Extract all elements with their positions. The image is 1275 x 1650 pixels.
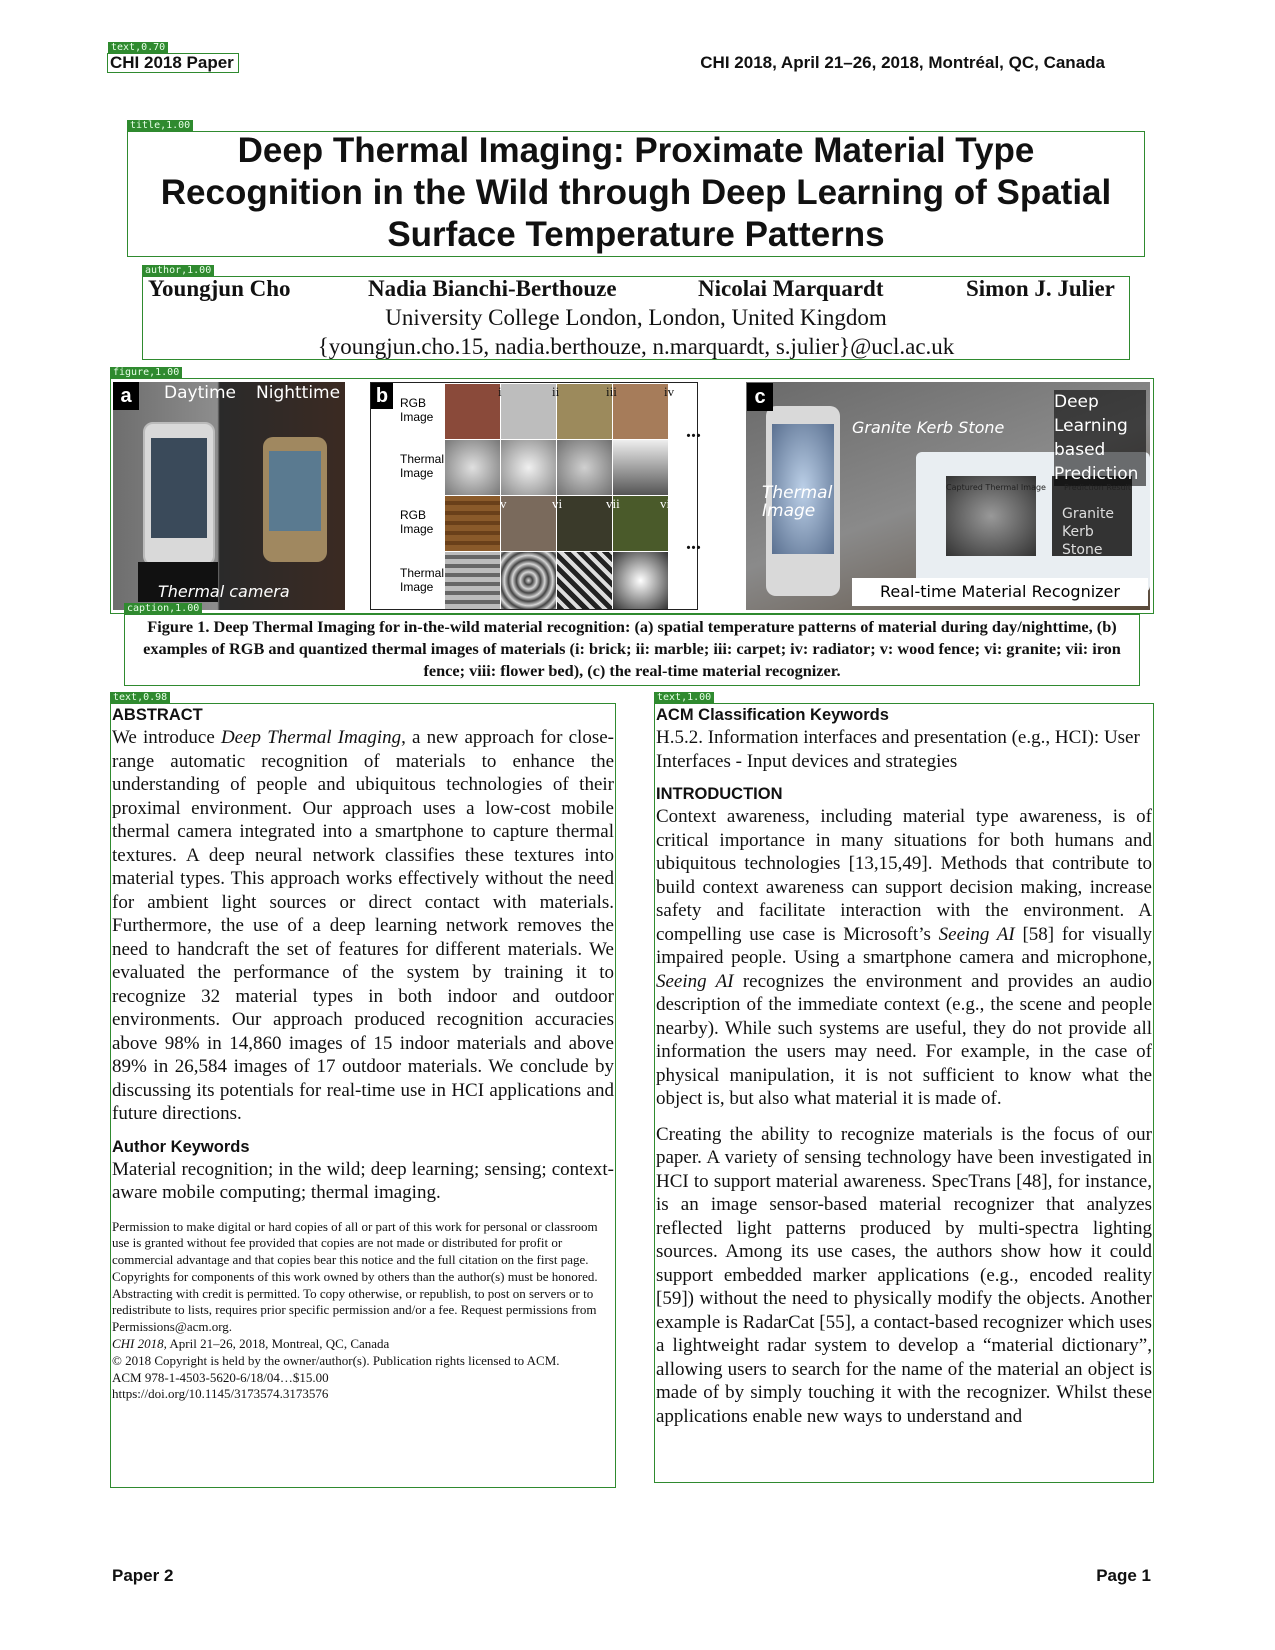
- author-1: Youngjun Cho: [148, 276, 291, 301]
- left-column: [112, 704, 614, 1403]
- intro-paragraph-1: Context awareness, including material type awareness, is of critical importance in many situations for both humans and ubiquitous technologies [13,15,49]. Methods that contribute to build context awareness can support decision making, increase safety and facilitate interaction with the environment. A compelling use case is Microsoft’s Seeing AI [58] for visually impaired people. Using a smartphone camera and microphone, Seeing AI recognizes the environment and provides an audio description of the immediate context (e.g., the scene and people nearby). While such systems are useful, they do not provide all information the users may need. For example, in the case of physical manipulation, it is not sufficient to know what the object is, but also what material it is made of.: [656, 806, 1152, 1109]
- ellipsis-bottom: ...: [686, 532, 701, 554]
- detection-tag-left: text,0.98: [110, 692, 170, 703]
- row-label-thermal-1: Thermal Image: [400, 452, 445, 480]
- panel-c-result: Granite Kerb Stone: [1062, 506, 1115, 558]
- numeral-i: i: [498, 384, 502, 399]
- row-label-thermal-2: Thermal Image: [400, 566, 445, 594]
- cell-flowerbed-thermal: [613, 552, 668, 609]
- numeral-v: v: [500, 496, 507, 511]
- figure-caption: Figure 1. Deep Thermal Imaging for in-the-wild material recognition: (a) spatial temperature patterns of material during day/nighttime, (b) examples of RGB and quantized thermal images of materials (i: brick; ii: marble; iii: carpet; iv: radiator; v: wood fence; vi: granite; vii: iron fence; viii: flower bed), (c) the real-time material recognizer.: [143, 617, 1121, 680]
- panel-a-daytime: Daytime: [164, 383, 236, 403]
- detection-tag-author: author,1.00: [142, 265, 214, 276]
- abstract-heading: ABSTRACT: [112, 706, 203, 724]
- paper-title: [127, 130, 1145, 256]
- panel-c-captured-label: Captured Thermal Image: [946, 483, 1046, 492]
- panel-a-photo: [113, 382, 345, 610]
- cell-iron-rgb: [557, 496, 612, 551]
- phone-night: [263, 437, 327, 562]
- detection-tag-caption: caption,1.00: [124, 603, 202, 614]
- panel-a-label: a: [113, 382, 139, 410]
- panel-c-prediction: Deep Learning based Prediction: [1054, 390, 1146, 486]
- detection-tag-right: text,1.00: [654, 692, 714, 703]
- author-keywords: Material recognition; in the wild; deep learning; sensing; context-aware mobile computing; thermal imaging.: [112, 1158, 614, 1203]
- cell-carpet-rgb: [557, 384, 612, 439]
- cell-iron-thermal: [557, 552, 612, 609]
- author-4: Simon J. Julier: [966, 276, 1115, 301]
- author-2: Nadia Bianchi-Berthouze: [368, 276, 617, 301]
- panel-c-recognizer: Real-time Material Recognizer: [852, 578, 1148, 606]
- cell-marble-thermal: [501, 440, 556, 495]
- panel-c-thermal-image: Thermal Image: [762, 483, 833, 521]
- ellipsis-top: ...: [686, 420, 701, 442]
- detection-tag-figure: figure,1.00: [110, 367, 182, 378]
- cell-granite-rgb: [501, 496, 556, 551]
- acm-text: H.5.2. Information interfaces and presentation (e.g., HCI): User Interfaces - Input devices and strategies: [656, 727, 1140, 772]
- permission-notice: Permission to make digital or hard copies of all or part of this work for personal or classroom use is granted without fee provided that copies are not made or distributed for profit or commercial advantage and that copies bear this notice and the full citation on the first page. Copyrights for components of this work owned by others than the author(s) must be honored. Abstracting with credit is permitted. To copy otherwise, or republish, to post on servers or to redistribute to lists, requires prior specific permission and/or a fee. Request permissions from Permissions@acm.org.: [112, 1218, 598, 1335]
- title-line-2: Recognition in the Wild through Deep Learning of Spatial: [160, 173, 1112, 212]
- numeral-vii: vii: [606, 496, 620, 511]
- detection-tag-title: title,1.00: [127, 120, 193, 131]
- acm-heading: ACM Classification Keywords: [656, 706, 889, 724]
- panel-a-thermal-camera: Thermal camera: [158, 582, 290, 601]
- panel-c-granite: Granite Kerb Stone: [852, 418, 1005, 437]
- footer-left: Paper 2: [112, 1566, 174, 1585]
- panel-b-label: b: [371, 383, 393, 409]
- numeral-iv: iv: [664, 384, 675, 399]
- cell-carpet-thermal: [557, 440, 612, 495]
- footer-right: Page 1: [1096, 1566, 1151, 1585]
- cell-radiator-rgb: [613, 384, 668, 439]
- running-header-right: CHI 2018, April 21–26, 2018, Montréal, QC, Canada: [700, 53, 1105, 72]
- cell-granite-thermal: [501, 552, 556, 609]
- panel-c-prediction-result-label: Prediction Result: [1064, 483, 1132, 492]
- numeral-vi: vi: [552, 496, 563, 511]
- running-header-left: CHI 2018 Paper: [110, 53, 234, 72]
- detection-tag-header: text,0.70: [108, 42, 168, 53]
- cell-marble-rgb: [501, 384, 556, 439]
- row-label-rgb-2: RGB Image: [400, 508, 434, 536]
- author-3: Nicolai Marquardt: [698, 276, 884, 301]
- abstract-text: We introduce Deep Thermal Imaging, a new approach for close-range automatic recognition of materials to enhance the understanding of people and ubiquitous technologies of their proximal environment. Our approach uses a low-cost mobile thermal camera integrated into a smartphone to capture thermal textures. A deep neural network classifies these textures into material types. This approach works effectively without the need for ambient light sources or direct contact with materials. Furthermore, the use of a deep learning network removes the need to handcraft the set of features for different materials. We evaluated the performance of the system by training it to recognize 32 material types in both indoor and outdoor environments. Our approach produced recognition accuracies above 98% in 14,860 images of 15 indoor materials and above 89% in 26,584 images of 17 outdoor materials. We conclude by discussing its potentials for real-time use in HCI applications and future directions.: [112, 727, 614, 1124]
- numeral-viii: viii: [660, 496, 678, 511]
- cell-radiator-thermal: [613, 440, 668, 495]
- intro-paragraph-2: Creating the ability to recognize materials is the focus of our paper. A variety of sensing technology have been investigated in HCI to support material awareness. SpecTrans [48], for instance, is an image sensor-based material recognizer that analyzes reflected light patterns produced by multi-spectra lighting sources. Among its use cases, the authors show how it could support embedded marker applications (e.g., encoded reality [59]) without the need to physically modify the objects. Another example is RadarCat [55], a contact-based recognizer which uses a lightweight radar system to develop a “material dictionary”, allowing users to search for the name of the material an object is made of by simply touching it with the recognizer. Whilst these applications enable new ways to understand and: [656, 1123, 1152, 1427]
- numeral-ii: ii: [552, 384, 560, 399]
- affiliation: University College London, London, United Kingdom: [385, 305, 887, 330]
- panel-c-label: c: [747, 383, 773, 411]
- conference-info: CHI 2018, April 21–26, 2018, Montreal, QC, Canada: [112, 1336, 390, 1352]
- phone-day: [143, 422, 215, 566]
- isbn: ACM 978-1-4503-5620-6/18/04…$15.00: [112, 1369, 329, 1385]
- title-line-1: Deep Thermal Imaging: Proximate Material Type: [237, 131, 1035, 170]
- author-emails: {youngjun.cho.15, nadia.berthouze, n.marquardt, s.julier}@ucl.ac.uk: [317, 334, 955, 359]
- introduction-heading: INTRODUCTION: [656, 785, 783, 803]
- author-keywords-heading: Author Keywords: [112, 1137, 250, 1156]
- numeral-iii: iii: [606, 384, 617, 399]
- doi-link[interactable]: https://doi.org/10.1145/3173574.3173576: [112, 1386, 329, 1402]
- title-line-3: Surface Temperature Patterns: [387, 215, 885, 254]
- copyright: © 2018 Copyright is held by the owner/author(s). Publication rights licensed to ACM.: [112, 1352, 560, 1368]
- panel-a-nighttime: Nighttime: [256, 383, 341, 403]
- row-label-rgb-1: RGB Image: [400, 396, 434, 424]
- right-column: [656, 704, 1152, 1428]
